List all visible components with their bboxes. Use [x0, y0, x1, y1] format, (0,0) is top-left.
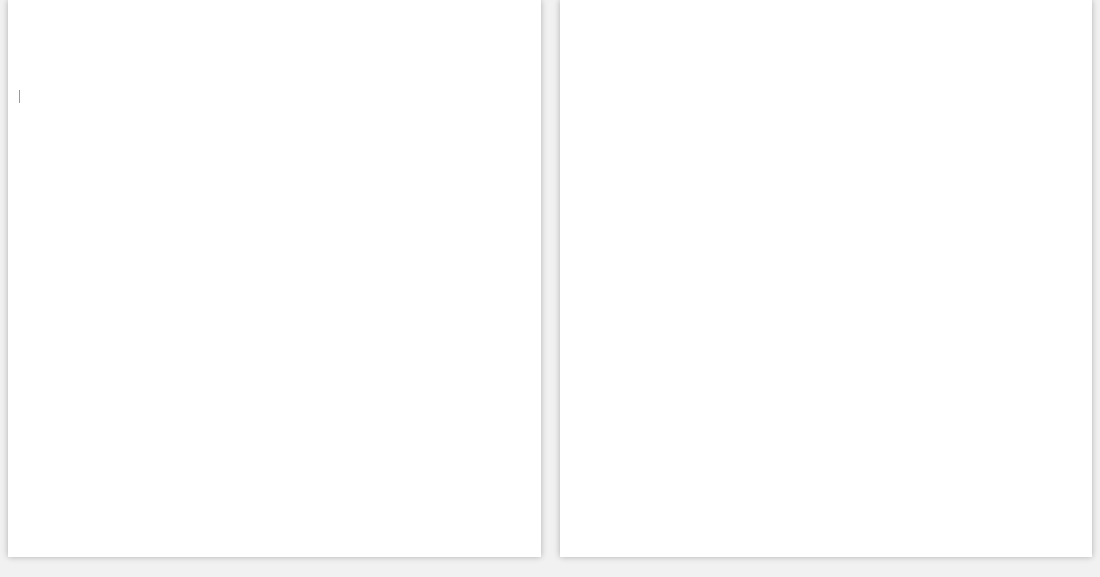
left-page-content	[8, 3, 541, 42]
text-cursor	[19, 90, 20, 103]
right-document-page	[560, 0, 1092, 557]
left-document-page	[8, 0, 541, 557]
